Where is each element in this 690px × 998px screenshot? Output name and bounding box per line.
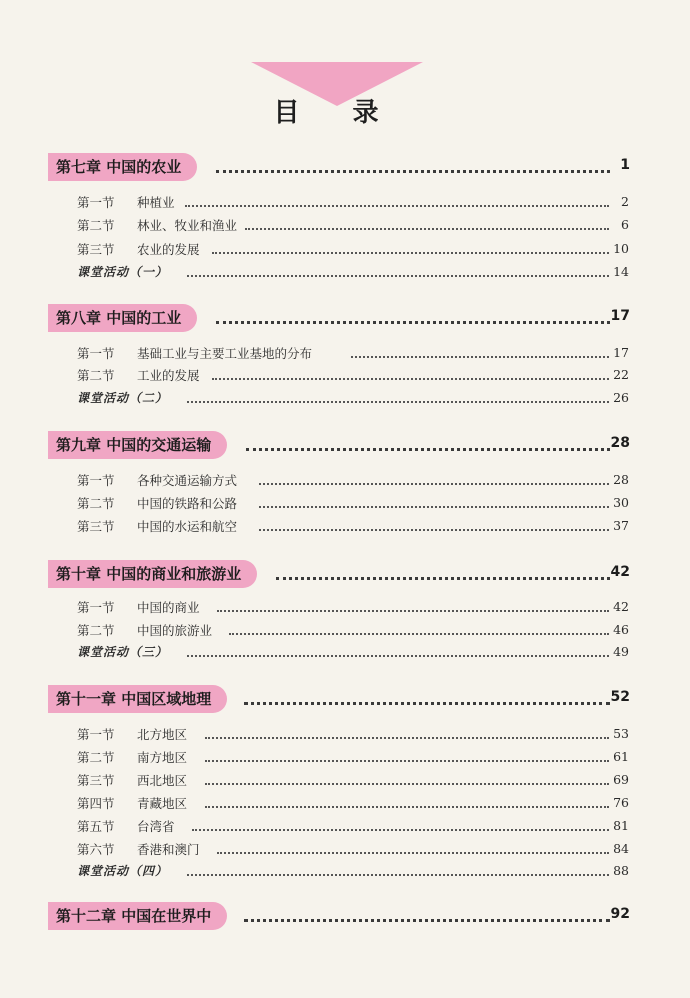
section-number: 第二节	[77, 750, 115, 765]
section-page: 2	[621, 194, 629, 209]
activity-title: 课堂活动（三）	[77, 645, 169, 659]
dot-leader	[244, 919, 610, 922]
dot-leader	[229, 633, 609, 635]
section-number: 第一节	[77, 600, 115, 615]
dot-leader	[185, 205, 609, 207]
dot-leader	[205, 760, 609, 762]
section-number: 第六节	[77, 842, 115, 857]
chapter-title: 第七章 中国的农业	[48, 153, 197, 181]
dot-leader	[187, 655, 609, 657]
section-page: 76	[613, 795, 629, 810]
section-page: 81	[613, 818, 629, 833]
chapter-page: 52	[610, 689, 630, 705]
activity-title: 课堂活动（二）	[77, 391, 169, 405]
section-title: 工业的发展	[137, 368, 200, 383]
section-title: 中国的旅游业	[137, 623, 213, 638]
section-page: 28	[613, 472, 629, 487]
dot-leader	[205, 806, 609, 808]
section-title: 西北地区	[137, 773, 188, 788]
dot-leader	[216, 321, 610, 324]
dot-leader	[187, 275, 609, 277]
toc-entry-activity[interactable]	[77, 862, 629, 882]
toc-entry-activity[interactable]	[77, 643, 629, 663]
toc-entry[interactable]	[77, 817, 629, 837]
dot-leader	[246, 448, 610, 451]
section-title: 种植业	[137, 195, 175, 210]
section-page: 30	[613, 495, 629, 510]
chapter-title: 第十章 中国的商业和旅游业	[48, 560, 257, 588]
section-title: 农业的发展	[137, 242, 200, 257]
section-number: 第三节	[77, 773, 115, 788]
section-title: 香港和澳门	[137, 842, 200, 857]
dot-leader	[259, 506, 609, 508]
section-number: 第二节	[77, 368, 115, 383]
toc-entry[interactable]	[77, 494, 629, 514]
dot-leader	[276, 577, 610, 580]
section-title: 北方地区	[137, 727, 188, 742]
chapter-page: 17	[610, 308, 630, 324]
section-page: 69	[613, 772, 629, 787]
dot-leader	[217, 610, 609, 612]
section-number: 第一节	[77, 727, 115, 742]
toc-entry[interactable]	[77, 193, 629, 213]
section-title: 中国的水运和航空	[137, 519, 238, 534]
chapter-page: 92	[610, 906, 630, 922]
section-number: 第五节	[77, 819, 115, 834]
toc-entry[interactable]	[77, 240, 629, 260]
toc-entry-activity[interactable]	[77, 389, 629, 409]
section-title: 基础工业与主要工业基地的分布	[137, 346, 313, 361]
section-number: 第一节	[77, 346, 115, 361]
dot-leader	[212, 252, 609, 254]
section-page: 37	[613, 518, 629, 533]
toc-entry[interactable]	[77, 748, 629, 768]
section-number: 第二节	[77, 496, 115, 511]
dot-leader	[259, 529, 609, 531]
section-page: 84	[613, 841, 629, 856]
chapter-title: 第八章 中国的工业	[48, 304, 197, 332]
dot-leader	[217, 852, 609, 854]
toc-entry[interactable]	[77, 840, 629, 860]
activity-title: 课堂活动（四）	[77, 864, 169, 878]
dot-leader	[205, 783, 609, 785]
toc-entry[interactable]	[77, 598, 629, 618]
section-number: 第一节	[77, 195, 115, 210]
chapter-9[interactable]	[48, 431, 632, 459]
chapter-7[interactable]	[48, 153, 632, 181]
toc-entry[interactable]	[77, 366, 629, 386]
section-title: 南方地区	[137, 750, 188, 765]
chapter-page: 28	[610, 435, 630, 451]
dot-leader	[212, 378, 609, 380]
section-title: 林业、牧业和渔业	[137, 218, 238, 233]
section-number: 第二节	[77, 218, 115, 233]
page-title: 目 录	[273, 98, 401, 128]
toc-entry[interactable]	[77, 344, 629, 364]
chapter-title: 第九章 中国的交通运输	[48, 431, 227, 459]
chapter-8[interactable]	[48, 304, 632, 332]
chapter-title: 第十一章 中国区域地理	[48, 685, 227, 713]
section-page: 6	[621, 217, 629, 232]
section-number: 第一节	[77, 473, 115, 488]
toc-entry[interactable]	[77, 771, 629, 791]
section-number: 第三节	[77, 242, 115, 257]
toc-entry[interactable]	[77, 517, 629, 537]
dot-leader	[351, 356, 609, 358]
section-page: 53	[613, 726, 629, 741]
dot-leader	[244, 702, 610, 705]
section-page: 88	[613, 863, 629, 878]
chapter-title: 第十二章 中国在世界中	[48, 902, 227, 930]
section-title: 各种交通运输方式	[137, 473, 238, 488]
chapter-page: 42	[610, 564, 630, 580]
section-page: 61	[613, 749, 629, 764]
section-title: 青藏地区	[137, 796, 188, 811]
section-title: 中国的铁路和公路	[137, 496, 238, 511]
dot-leader	[259, 483, 609, 485]
dot-leader	[192, 829, 609, 831]
toc-entry-activity[interactable]	[77, 263, 629, 283]
toc-entry[interactable]	[77, 216, 629, 236]
toc-entry[interactable]	[77, 471, 629, 491]
section-page: 49	[613, 644, 629, 659]
toc-entry[interactable]	[77, 725, 629, 745]
section-page: 46	[613, 622, 629, 637]
dot-leader	[245, 228, 609, 230]
section-number: 第三节	[77, 519, 115, 534]
dot-leader	[187, 401, 609, 403]
dot-leader	[187, 874, 609, 876]
section-page: 26	[613, 390, 629, 405]
toc-entry[interactable]	[77, 794, 629, 814]
section-page: 22	[613, 367, 629, 382]
section-title: 台湾省	[137, 819, 175, 834]
section-title: 中国的商业	[137, 600, 200, 615]
chapter-12[interactable]	[48, 902, 632, 930]
dot-leader	[205, 737, 609, 739]
section-number: 第四节	[77, 796, 115, 811]
toc-entry[interactable]	[77, 621, 629, 641]
section-page: 10	[613, 241, 629, 256]
section-number: 第二节	[77, 623, 115, 638]
chapter-11[interactable]	[48, 685, 632, 713]
activity-title: 课堂活动（一）	[77, 265, 169, 279]
chapter-10[interactable]	[48, 560, 632, 588]
section-page: 14	[613, 264, 629, 279]
chapter-page: 1	[620, 157, 630, 173]
section-page: 17	[613, 345, 629, 360]
dot-leader	[216, 170, 610, 173]
section-page: 42	[613, 599, 629, 614]
